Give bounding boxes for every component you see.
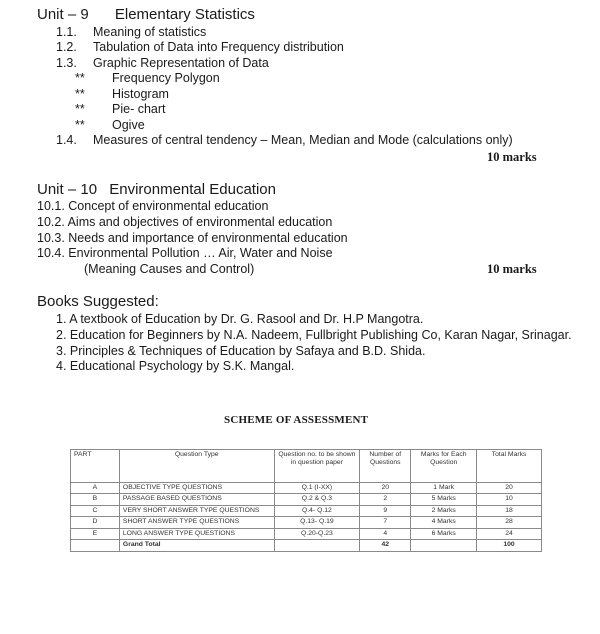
item-number: 1.3. bbox=[56, 56, 77, 70]
item-text: Graphic Representation of Data bbox=[93, 56, 269, 70]
cell-marks-each: 4 Marks bbox=[411, 517, 477, 528]
unit9-subitem-4 bbox=[75, 118, 145, 132]
table-row bbox=[71, 494, 542, 505]
unit10-item-2: 10.2. Aims and objectives of environmental education bbox=[37, 215, 333, 229]
unit10-name: Environmental Education bbox=[109, 181, 276, 198]
cell-question-no: Q.1 (I-XX) bbox=[274, 483, 360, 494]
item-text: Measures of central tendency – Mean, Median and Mode (calculations only) bbox=[93, 133, 513, 147]
unit9-subitem-1 bbox=[75, 71, 220, 85]
cell-part: E bbox=[71, 528, 120, 539]
cell-total: 20 bbox=[477, 483, 542, 494]
cell-total: 28 bbox=[477, 517, 542, 528]
book-item-2: 2. Education for Beginners by N.A. Nadeem, Fullbright Publishing Co, Karan Nagar, Srinagar. bbox=[56, 328, 572, 342]
book-item-1: 1. A textbook of Education by Dr. G. Rasool and Dr. H.P Mangotra. bbox=[56, 312, 424, 326]
grand-total-marks: 100 bbox=[477, 540, 542, 551]
unit9-marks: 10 marks bbox=[487, 150, 537, 164]
unit10-subline: (Meaning Causes and Control) bbox=[84, 262, 255, 276]
header-question-type: Question Type bbox=[119, 450, 274, 483]
unit9-item-3 bbox=[56, 56, 269, 70]
cell-question-no: Q.13- Q.19 bbox=[274, 517, 360, 528]
item-number: 1.1. bbox=[56, 25, 77, 39]
bullet: ** bbox=[75, 71, 85, 85]
grand-total-questions: 42 bbox=[360, 540, 411, 551]
subitem-text: Histogram bbox=[112, 87, 169, 101]
unit10-number: Unit – 10 bbox=[37, 181, 98, 198]
cell-number: 20 bbox=[360, 483, 411, 494]
cell-question-no: Q.20-Q.23 bbox=[274, 528, 360, 539]
cell-number: 9 bbox=[360, 505, 411, 516]
unit9-item-1 bbox=[56, 25, 206, 39]
cell-total: 10 bbox=[477, 494, 542, 505]
unit9-number: Unit – 9 bbox=[37, 6, 89, 23]
cell-question-type: PASSAGE BASED QUESTIONS bbox=[119, 494, 274, 505]
cell-question-type: OBJECTIVE TYPE QUESTIONS bbox=[119, 483, 274, 494]
bullet: ** bbox=[75, 87, 85, 101]
cell-number: 4 bbox=[360, 528, 411, 539]
unit9-subitem-2 bbox=[75, 87, 169, 101]
cell-marks-each: 1 Mark bbox=[411, 483, 477, 494]
item-text: Tabulation of Data into Frequency distribution bbox=[93, 40, 344, 54]
books-heading: Books Suggested: bbox=[37, 293, 159, 310]
unit9-name: Elementary Statistics bbox=[114, 6, 255, 23]
bullet: ** bbox=[75, 102, 85, 116]
header-part: PART bbox=[71, 450, 120, 483]
cell-marks-each: 6 Marks bbox=[411, 528, 477, 539]
unit9-item-4 bbox=[56, 133, 513, 147]
subitem-text: Ogive bbox=[112, 118, 145, 132]
cell-empty bbox=[274, 540, 360, 551]
book-item-3: 3. Principles & Techniques of Education by Safaya and B.D. Shida. bbox=[56, 344, 426, 358]
subitem-text: Frequency Polygon bbox=[112, 71, 220, 85]
scheme-title: SCHEME OF ASSESSMENT bbox=[224, 414, 369, 426]
unit10-marks: 10 marks bbox=[487, 262, 537, 276]
header-question-no: Question no. to be shown in question paper bbox=[274, 450, 360, 483]
table-row bbox=[71, 528, 542, 539]
book-item-4: 4. Educational Psychology by S.K. Mangal. bbox=[56, 359, 295, 373]
unit9-heading bbox=[37, 6, 255, 23]
cell-question-type: VERY SHORT ANSWER TYPE QUESTIONS bbox=[119, 505, 274, 516]
cell-empty bbox=[71, 540, 120, 551]
cell-total: 18 bbox=[477, 505, 542, 516]
cell-marks-each: 2 Marks bbox=[411, 505, 477, 516]
grand-total-label: Grand Total bbox=[119, 540, 274, 551]
table-row bbox=[71, 505, 542, 516]
grand-total-row bbox=[71, 540, 542, 551]
cell-total: 24 bbox=[477, 528, 542, 539]
unit10-item-1: 10.1. Concept of environmental education bbox=[37, 199, 269, 213]
unit9-item-2 bbox=[56, 40, 344, 54]
cell-empty bbox=[411, 540, 477, 551]
cell-question-type: LONG ANSWER TYPE QUESTIONS bbox=[119, 528, 274, 539]
cell-number: 2 bbox=[360, 494, 411, 505]
assessment-table bbox=[70, 449, 542, 552]
unit10-heading bbox=[37, 181, 276, 198]
item-number: 1.4. bbox=[56, 133, 77, 147]
unit10-item-3: 10.3. Needs and importance of environmental education bbox=[37, 231, 348, 245]
subitem-text: Pie- chart bbox=[112, 102, 166, 116]
unit9-subitem-3 bbox=[75, 102, 166, 116]
table-row bbox=[71, 517, 542, 528]
table-row bbox=[71, 483, 542, 494]
cell-part: D bbox=[71, 517, 120, 528]
bullet: ** bbox=[75, 118, 85, 132]
cell-marks-each: 5 Marks bbox=[411, 494, 477, 505]
header-number-of-questions: Number of Questions bbox=[360, 450, 411, 483]
cell-question-type: SHORT ANSWER TYPE QUESTIONS bbox=[119, 517, 274, 528]
item-text: Meaning of statistics bbox=[93, 25, 207, 39]
cell-question-no: Q.4- Q.12 bbox=[274, 505, 360, 516]
cell-part: B bbox=[71, 494, 120, 505]
header-total-marks: Total Marks bbox=[477, 450, 542, 483]
item-number: 1.2. bbox=[56, 40, 77, 54]
cell-question-no: Q.2 & Q.3 bbox=[274, 494, 360, 505]
table-header-row bbox=[71, 450, 542, 483]
cell-number: 7 bbox=[360, 517, 411, 528]
cell-part: C bbox=[71, 505, 120, 516]
header-marks-each: Marks for Each Question bbox=[411, 450, 477, 483]
cell-part: A bbox=[71, 483, 120, 494]
unit10-item-4: 10.4. Environmental Pollution … Air, Water and Noise bbox=[37, 246, 333, 260]
